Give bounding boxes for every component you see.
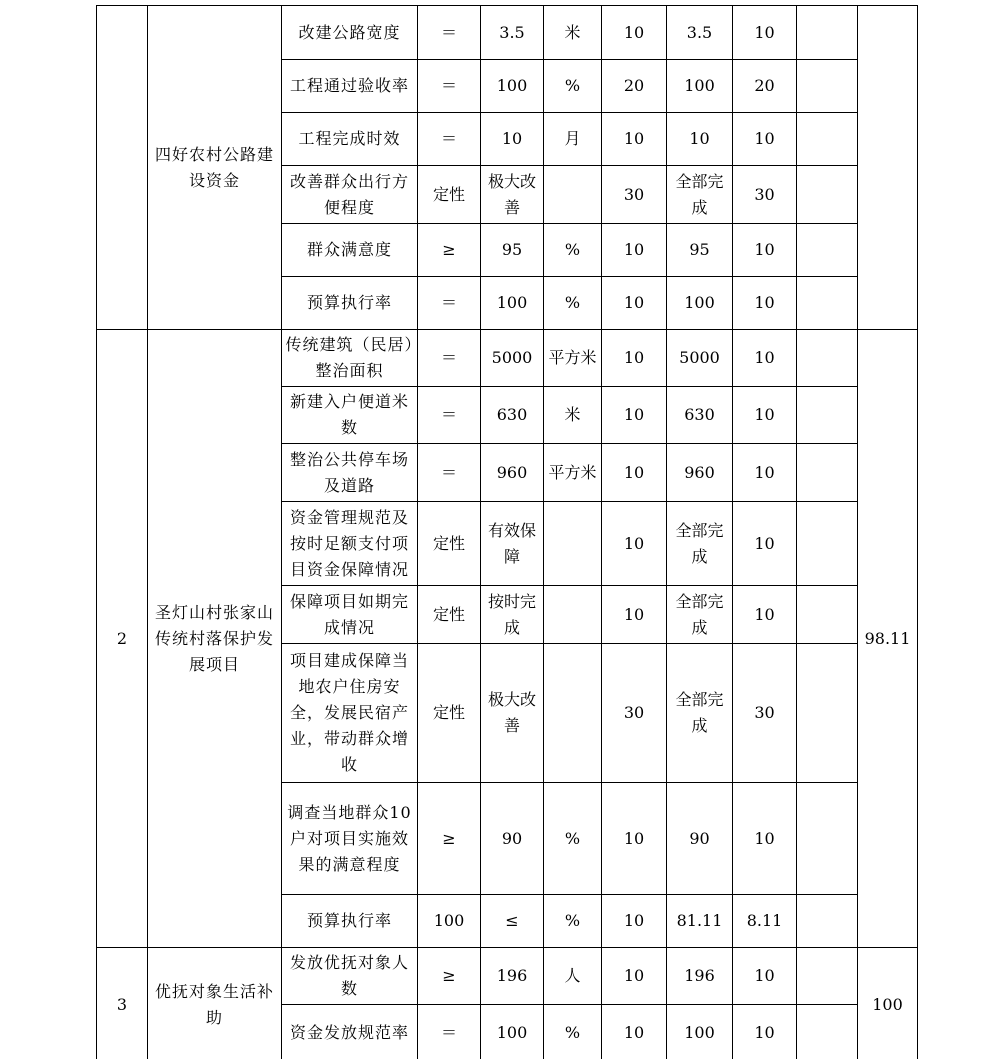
score-cell: 10 [733,1005,797,1062]
actual-value-cell: 81.11 [667,895,733,948]
note-cell [797,783,858,895]
target-value-cell: 10 [481,113,544,166]
indicator-cell: 传统建筑（民居）整治面积 [282,330,418,387]
note-cell [797,586,858,644]
indicator-cell: 改建公路宽度 [282,6,418,60]
actual-value-cell: 5000 [667,330,733,387]
note-cell [797,1005,858,1062]
target-value-cell: 100 [481,277,544,330]
score-cell: 10 [733,277,797,330]
weight-cell: 10 [602,444,667,502]
actual-value-cell: 90 [667,783,733,895]
indicator-cell: 调查当地群众10户对项目实施效果的满意程度 [282,783,418,895]
weight-cell: 10 [602,6,667,60]
operator-cell: 定性 [418,502,481,586]
weight-cell: 10 [602,895,667,948]
indicator-cell: 新建入户便道米数 [282,387,418,444]
weight-cell: 30 [602,166,667,224]
actual-value-cell: 3.5 [667,6,733,60]
unit-cell: % [544,60,602,113]
operator-cell: ＝ [418,387,481,444]
note-cell [797,113,858,166]
operator-cell: ＝ [418,444,481,502]
actual-value-cell: 100 [667,1005,733,1062]
indicator-cell: 整治公共停车场及道路 [282,444,418,502]
group-seq-cell: 3 [97,948,148,1062]
target-value-cell: 有效保障 [481,502,544,586]
target-value-cell: 960 [481,444,544,502]
operator-cell: ＝ [418,6,481,60]
operator-cell: 定性 [418,644,481,783]
unit-cell: 米 [544,387,602,444]
score-cell: 10 [733,6,797,60]
operator-cell: ≥ [418,948,481,1005]
target-value-cell: 100 [481,1005,544,1062]
actual-value-cell: 10 [667,113,733,166]
actual-value-cell: 960 [667,444,733,502]
operator-cell: ＝ [418,277,481,330]
indicator-cell: 改善群众出行方便程度 [282,166,418,224]
weight-cell: 10 [602,113,667,166]
weight-cell: 10 [602,502,667,586]
operator-cell: ＝ [418,330,481,387]
note-cell [797,224,858,277]
target-value-cell: 100 [481,60,544,113]
actual-value-cell: 100 [667,60,733,113]
unit-cell [544,586,602,644]
note-cell [797,60,858,113]
note-cell [797,6,858,60]
group-name-cell: 四好农村公路建设资金 [148,6,282,330]
operator-cell: 定性 [418,166,481,224]
unit-cell [544,644,602,783]
indicator-cell: 预算执行率 [282,895,418,948]
note-cell [797,644,858,783]
table-row [97,6,918,60]
actual-value-cell: 196 [667,948,733,1005]
weight-cell: 10 [602,224,667,277]
actual-value-cell: 95 [667,224,733,277]
actual-value-cell: 全部完成 [667,644,733,783]
table-row [97,330,918,387]
indicator-cell: 发放优抚对象人数 [282,948,418,1005]
group-seq-cell [97,6,148,330]
indicator-cell: 资金发放规范率 [282,1005,418,1062]
operator-cell: ＝ [418,60,481,113]
weight-cell: 30 [602,644,667,783]
indicator-cell: 资金管理规范及按时足额支付项目资金保障情况 [282,502,418,586]
performance-table [96,5,918,1062]
unit-cell: % [544,224,602,277]
group-name-cell: 优抚对象生活补助 [148,948,282,1062]
operator-cell: ≥ [418,783,481,895]
unit-cell: 平方米 [544,444,602,502]
weight-cell: 20 [602,60,667,113]
unit-cell: % [544,895,602,948]
group-total-score-cell: 100 [858,948,918,1062]
unit-cell: % [544,783,602,895]
note-cell [797,330,858,387]
weight-cell: 10 [602,948,667,1005]
score-cell: 10 [733,330,797,387]
indicator-cell: 工程完成时效 [282,113,418,166]
score-cell: 10 [733,948,797,1005]
note-cell [797,502,858,586]
indicator-cell: 预算执行率 [282,277,418,330]
weight-cell: 10 [602,387,667,444]
operator-cell: ≥ [418,224,481,277]
note-cell [797,444,858,502]
target-value-cell: 196 [481,948,544,1005]
note-cell [797,387,858,444]
unit-cell: 米 [544,6,602,60]
score-cell: 10 [733,113,797,166]
target-value-cell: 3.5 [481,6,544,60]
operator-cell: 定性 [418,586,481,644]
score-cell: 10 [733,387,797,444]
score-cell: 20 [733,60,797,113]
target-value-cell: 极大改善 [481,166,544,224]
unit-cell: % [544,1005,602,1062]
unit-cell [544,502,602,586]
note-cell [797,277,858,330]
score-cell: 10 [733,224,797,277]
unit-cell: 月 [544,113,602,166]
actual-value-cell: 全部完成 [667,166,733,224]
weight-cell: 10 [602,1005,667,1062]
score-cell: 30 [733,644,797,783]
indicator-cell: 工程通过验收率 [282,60,418,113]
note-cell [797,166,858,224]
note-cell [797,895,858,948]
group-name-cell: 圣灯山村张家山传统村落保护发展项目 [148,330,282,948]
score-cell: 10 [733,444,797,502]
page-crop-edge [0,1059,1000,1064]
operator-cell: 100 [418,895,481,948]
unit-cell: 人 [544,948,602,1005]
actual-value-cell: 630 [667,387,733,444]
table-row [97,948,918,1005]
target-value-cell: 按时完成 [481,586,544,644]
weight-cell: 10 [602,330,667,387]
unit-cell: 平方米 [544,330,602,387]
target-value-cell: 90 [481,783,544,895]
target-value-cell: 极大改善 [481,644,544,783]
group-seq-cell: 2 [97,330,148,948]
weight-cell: 10 [602,277,667,330]
score-cell: 30 [733,166,797,224]
score-cell: 8.11 [733,895,797,948]
unit-cell: % [544,277,602,330]
operator-cell: ＝ [418,113,481,166]
score-cell: 10 [733,586,797,644]
weight-cell: 10 [602,783,667,895]
actual-value-cell: 全部完成 [667,502,733,586]
group-total-score-cell: 98.11 [858,330,918,948]
weight-cell: 10 [602,586,667,644]
actual-value-cell: 100 [667,277,733,330]
table-body [97,6,918,1062]
unit-cell [544,166,602,224]
note-cell [797,948,858,1005]
indicator-cell: 保障项目如期完成情况 [282,586,418,644]
target-value-cell: ≤ [481,895,544,948]
target-value-cell: 5000 [481,330,544,387]
actual-value-cell: 全部完成 [667,586,733,644]
operator-cell: ＝ [418,1005,481,1062]
score-cell: 10 [733,783,797,895]
target-value-cell: 630 [481,387,544,444]
indicator-cell: 项目建成保障当地农户住房安全，发展民宿产业，带动群众增收 [282,644,418,783]
target-value-cell: 95 [481,224,544,277]
indicator-cell: 群众满意度 [282,224,418,277]
group-total-score-cell [858,6,918,330]
score-cell: 10 [733,502,797,586]
